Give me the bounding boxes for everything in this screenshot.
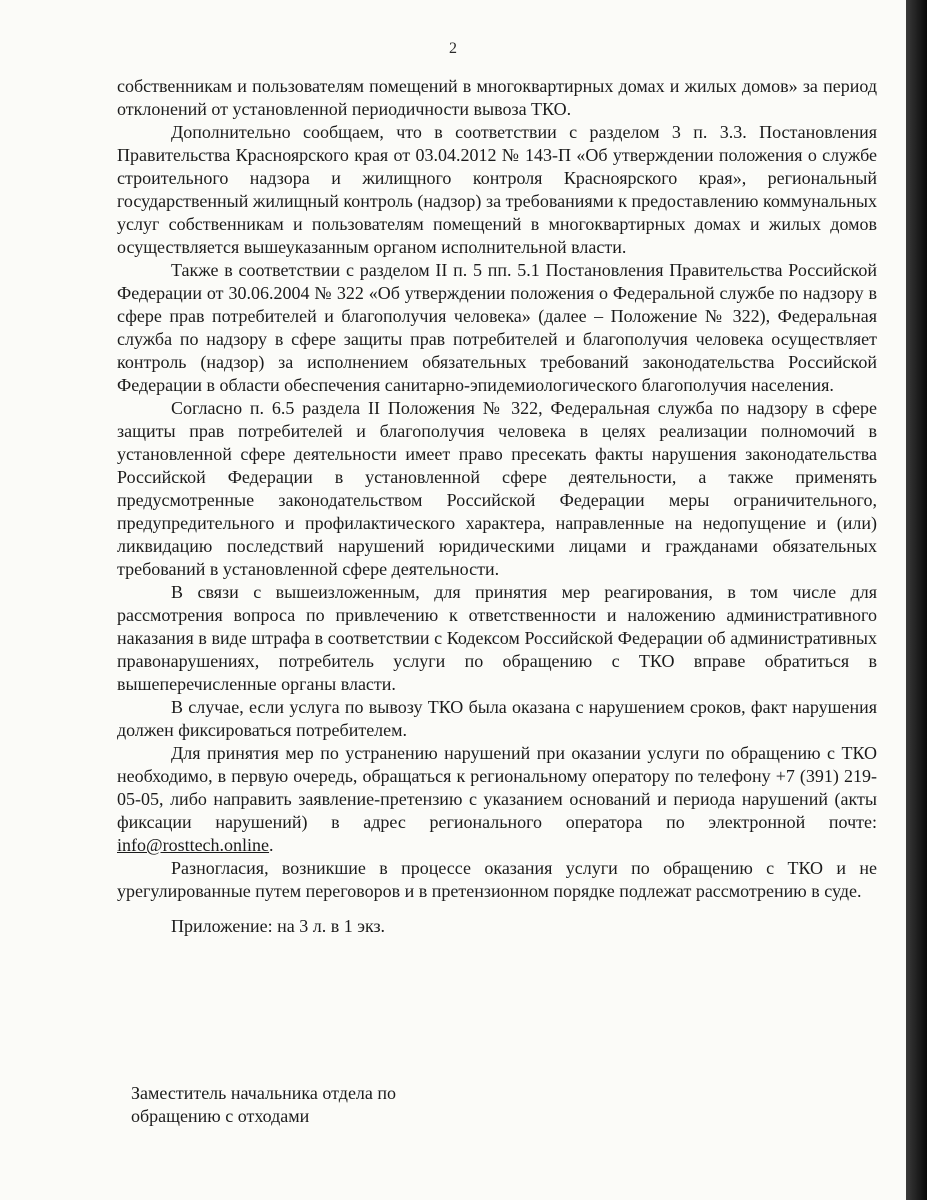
signature-block bbox=[131, 1082, 511, 1128]
paragraph-regulation-322: Согласно п. 6.5 раздела II Положения № 322, Федеральная служба по надзору в сфере защиты прав потребителей и благополучия человека в целях реализации полномочий в установленной сфере деятельности имеет право пресекать факты нарушения законодательства Российской Федерации в установленной сфере деятельности, а также применять предусмотренные законодательством Российской Федерации меры ограничительного, предупредительного и профилактического характера, направленные на недопущение и (или) ликвидацию последствий нарушений юридическими лицами и гражданами обязательных требований в установленной сфере деятельности. bbox=[117, 398, 877, 579]
signature-title-line-2: обращению с отходами bbox=[131, 1106, 310, 1126]
paragraph-disputes: Разногласия, возникшие в процессе оказания услуги по обращению с ТКО и не урегулированные путем переговоров и в претензионном порядке подлежат рассмотрению в суде. bbox=[117, 858, 877, 901]
paragraph-federal-service: Также в соответствии с разделом II п. 5 пп. 5.1 Постановления Правительства Российской Федерации от 30.06.2004 № 322 «Об утверждении положения о Федеральной службе по надзору в сфере прав потребителей и благополучия человека» (далее – Положение № 322), Федеральная служба по надзору в сфере защиты прав потребителей и благополучия человека осуществляет контроль (надзор) за исполнением обязательных требований законодательства Российской Федерации в области обеспечения санитарно-эпидемиологического благополучия населения. bbox=[117, 260, 877, 395]
contact-text-end: . bbox=[269, 835, 274, 855]
paragraph-enforcement: В связи с вышеизложенным, для принятия мер реагирования, в том числе для рассмотрения вопроса по привлечению к ответственности и наложению административного наказания в виде штрафа в соответствии с Кодексом Российской Федерации об административных правонарушениях, потребитель услуги по обращению с ТКО вправе обратиться в вышеперечисленные органы власти. bbox=[117, 582, 877, 694]
letter-body bbox=[117, 75, 877, 938]
contact-text: Для принятия мер по устранению нарушений при оказании услуги по обращению с ТКО необходимо, в первую очередь, обращаться к региональному оператору по телефону +7 (391) 219-05-05, либо направить заявление-претензию с указанием оснований и периода нарушений (акты фиксации нарушений) в адрес регионального оператора по электронной почте: bbox=[117, 743, 877, 832]
paragraph-violation-recording: В случае, если услуга по вывозу ТКО была оказана с нарушением сроков, факт нарушения должен фиксироваться потребителем. bbox=[117, 697, 877, 740]
page-number: 2 bbox=[449, 40, 457, 57]
attachment-note: Приложение: на 3 л. в 1 экз. bbox=[171, 916, 386, 936]
paragraph-contact-operator bbox=[117, 742, 877, 857]
scan-border bbox=[906, 0, 927, 1200]
paragraph-intro-continuation: собственникам и пользователям помещений в многоквартирных домах и жилых домов» за период отклонений от установленной периодичности вывоза ТКО. bbox=[117, 76, 877, 119]
operator-email-link[interactable]: info@rosttech.online bbox=[117, 835, 270, 855]
signature-title-line-1: Заместитель начальника отдела по bbox=[131, 1083, 397, 1103]
paragraph-housing-control: Дополнительно сообщаем, что в соответствии с разделом 3 п. 3.3. Постановления Правительства Красноярского края от 03.04.2012 № 143-П «Об утверждении положения о службе строительного надзора и жилищного контроля Красноярского края», региональный государственный жилищный контроль (надзор) за требованиями к предоставлению коммунальных услуг собственникам и пользователям помещений в многоквартирных домах и жилых домов осуществляется вышеуказанным органом исполнительной власти. bbox=[117, 122, 877, 257]
